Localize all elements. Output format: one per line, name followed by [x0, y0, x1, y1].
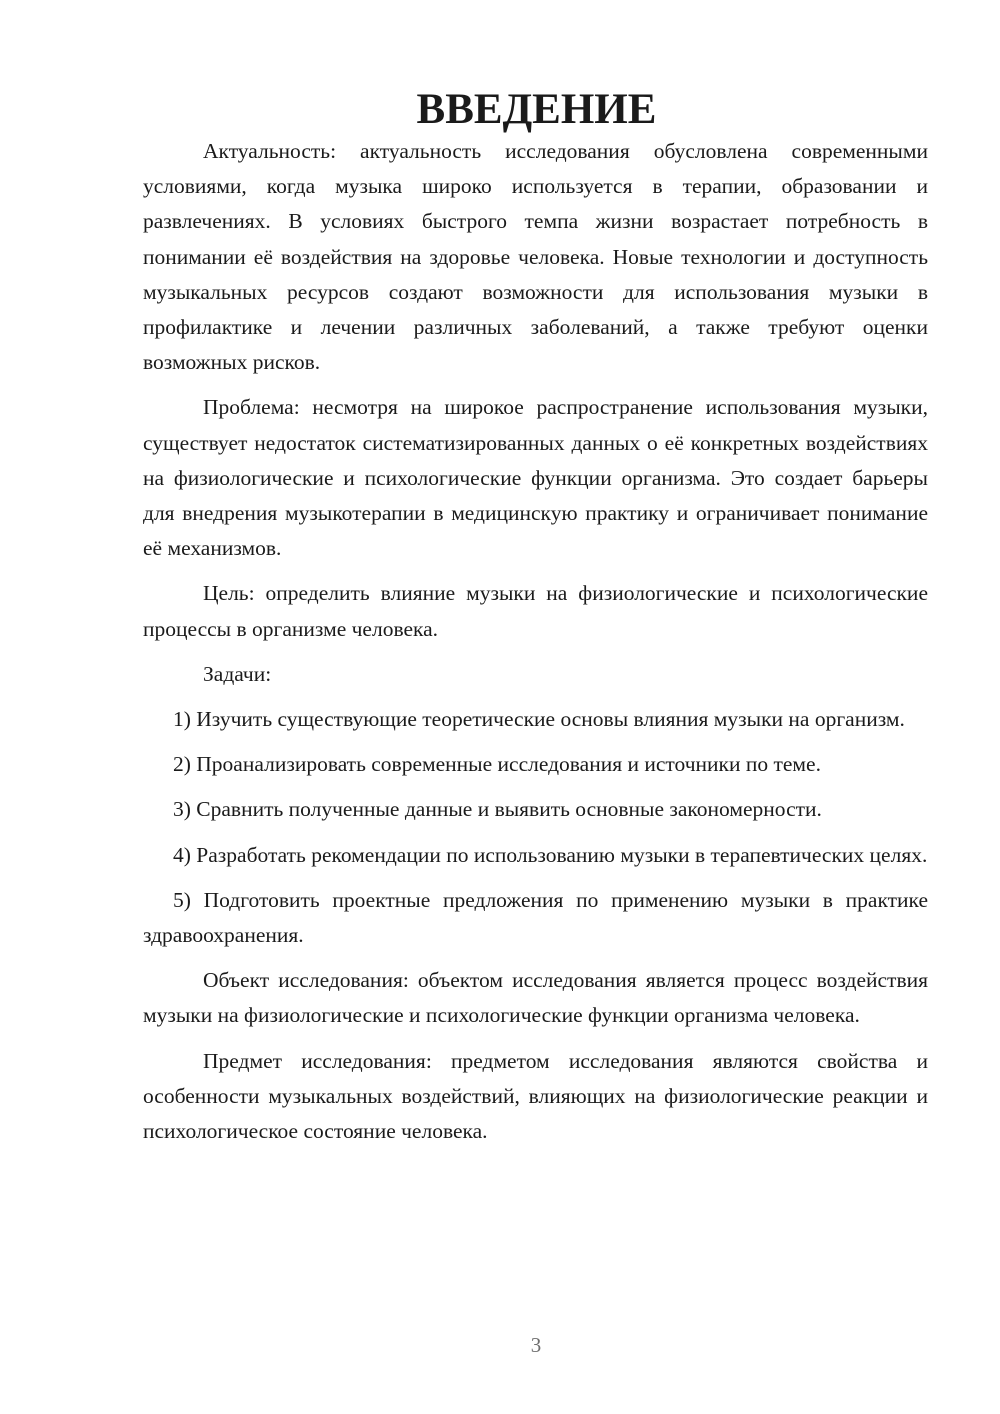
paragraph-subject: Предмет исследования: предметом исследования являются свойства и особенности музыкальных воздействий, влияющих на физиологические реакции и психологическое состояние человека. [143, 1048, 928, 1144]
page-number: 3 [530, 1333, 542, 1357]
section-heading: ВВЕДЕНИЕ [416, 86, 657, 133]
paragraph-object: Объект исследования: объектом исследования является процесс воздействия музыки на физиологические и психологические функции организма человека. [143, 968, 928, 1028]
task-item: 4) Разработать рекомендации по использованию музыки в терапевтических целях. [173, 842, 928, 867]
paragraph-goal: Цель: определить влияние музыки на физиологические и психологические процессы в организме человека. [143, 581, 928, 641]
task-item: 2) Проанализировать современные исследования и источники по теме. [173, 752, 821, 777]
document-body [143, 86, 928, 1149]
paragraph-relevance: Актуальность: актуальность исследования обусловлена современными условиями, когда музыка широко используется в терапии, образовании и развлечениях. В условиях быстрого темпа жизни возрастает потребность в понимании её воздействия на здоровье человека. Новые технологии и доступность музыкальных ресурсов создают возможности для использования музыки в профилактике и лечении различных заболеваний, а также требуют оценки возможных рисков. [143, 139, 928, 375]
task-item: 3) Сравнить полученные данные и выявить основные закономерности. [173, 797, 822, 822]
tasks-list [143, 702, 928, 953]
tasks-label: Задачи: [203, 661, 272, 686]
task-item: 5) Подготовить проектные предложения по применению музыки в практике здравоохранения. [143, 887, 928, 948]
task-item: 1) Изучить существующие теоретические основы влияния музыки на организм. [173, 707, 905, 732]
paragraph-problem: Проблема: несмотря на широкое распространение использования музыки, существует недостаток систематизированных данных о её конкретных воздействиях на физиологические и психологические функции организма. Это создает барьеры для внедрения музыкотерапии в медицинскую практику и ограничивает понимание её механизмов. [143, 395, 928, 561]
